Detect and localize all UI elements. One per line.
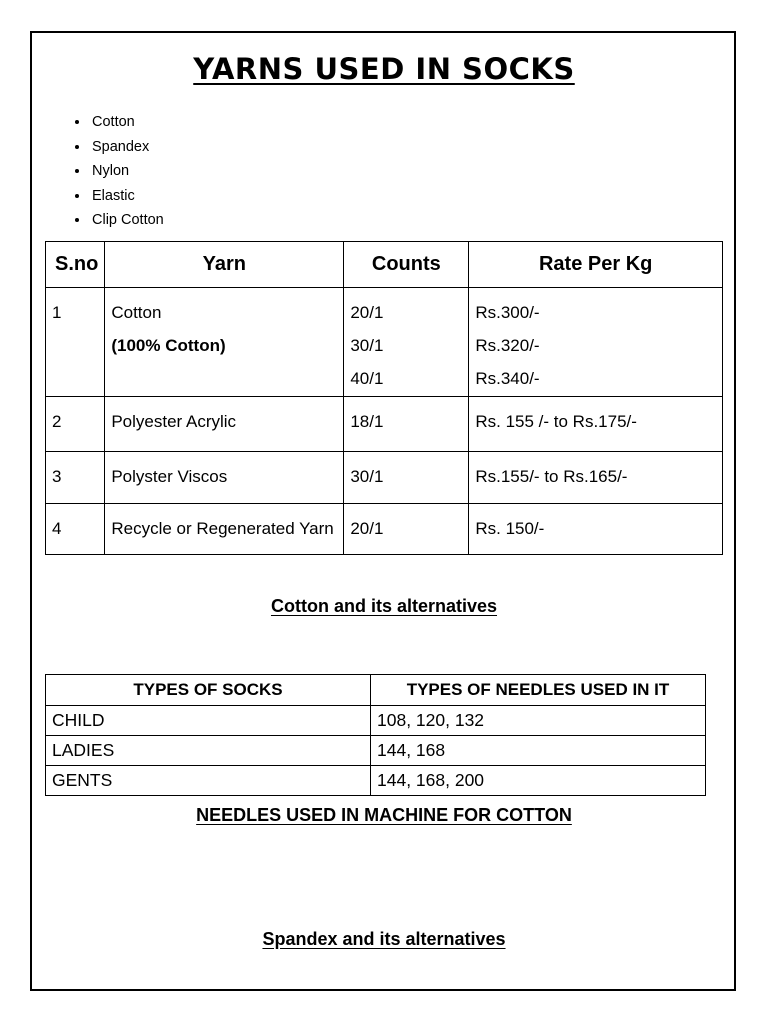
- header-sock-types: TYPES OF SOCKS: [46, 675, 371, 706]
- cell-yarn: Polyster Viscos: [105, 452, 344, 504]
- header-needle-types: TYPES OF NEEDLES USED IN IT: [371, 675, 706, 706]
- count-value: 40/1: [350, 369, 384, 388]
- cell-rates: Rs.155/- to Rs.165/-: [469, 452, 723, 504]
- cell-sno: 4: [46, 504, 105, 555]
- yarn-name: Cotton: [111, 303, 162, 322]
- section-heading-cotton: Cotton and its alternatives: [270, 596, 498, 616]
- cell-yarn: Recycle or Regenerated Yarn: [105, 504, 344, 555]
- list-item: • Elastic: [90, 184, 164, 209]
- table-row: [46, 288, 723, 397]
- list-item: • Cotton: [90, 110, 164, 135]
- count-value: 20/1: [350, 303, 384, 322]
- cell-yarn: Polyester Acrylic: [105, 397, 344, 452]
- cell-sock-type: LADIES: [46, 736, 371, 766]
- table-row: [46, 706, 706, 736]
- cell-counts: 30/1: [344, 452, 469, 504]
- cell-sno: 1: [46, 288, 105, 397]
- cell-sock-type: GENTS: [46, 766, 371, 796]
- cell-counts: 20/1: [344, 504, 469, 555]
- section-heading-spandex: Spandex and its alternatives: [262, 929, 506, 949]
- table-row: [46, 504, 723, 555]
- table-row: [46, 736, 706, 766]
- header-rate: Rate Per Kg: [469, 242, 723, 288]
- table-header-row: [46, 675, 706, 706]
- list-item: • Spandex: [90, 135, 164, 160]
- cell-sno: 2: [46, 397, 105, 452]
- cell-rates: Rs. 150/-: [469, 504, 723, 555]
- header-counts: Counts: [344, 242, 469, 288]
- cell-counts: [344, 288, 469, 397]
- cell-counts: 18/1: [344, 397, 469, 452]
- table-row: [46, 452, 723, 504]
- yarn-list: [62, 110, 164, 233]
- header-sno: S.no: [46, 242, 105, 288]
- cell-needles: 144, 168, 200: [371, 766, 706, 796]
- table-row: [46, 397, 723, 452]
- cell-sno: 3: [46, 452, 105, 504]
- rate-value: Rs.320/-: [475, 336, 540, 355]
- cell-needles: 144, 168: [371, 736, 706, 766]
- rate-value: Rs.300/-: [475, 303, 540, 322]
- header-yarn: Yarn: [105, 242, 344, 288]
- rate-value: Rs.340/-: [475, 369, 540, 388]
- table-header-row: [46, 242, 723, 288]
- page-title: YARNS USED IN SOCKS: [193, 52, 575, 86]
- yarn-subtitle: (100% Cotton): [111, 336, 226, 355]
- table-row: [46, 766, 706, 796]
- yarn-table: [45, 241, 723, 555]
- needle-table: [45, 674, 706, 796]
- list-item: • Clip Cotton: [90, 208, 164, 233]
- cell-rates: [469, 288, 723, 397]
- list-item: • Nylon: [90, 159, 164, 184]
- cell-sock-type: CHILD: [46, 706, 371, 736]
- cell-yarn: [105, 288, 344, 397]
- cell-needles: 108, 120, 132: [371, 706, 706, 736]
- count-value: 30/1: [350, 336, 384, 355]
- cell-rates: Rs. 155 /- to Rs.175/-: [469, 397, 723, 452]
- section-heading-needles: NEEDLES USED IN MACHINE FOR COTTON: [196, 805, 572, 825]
